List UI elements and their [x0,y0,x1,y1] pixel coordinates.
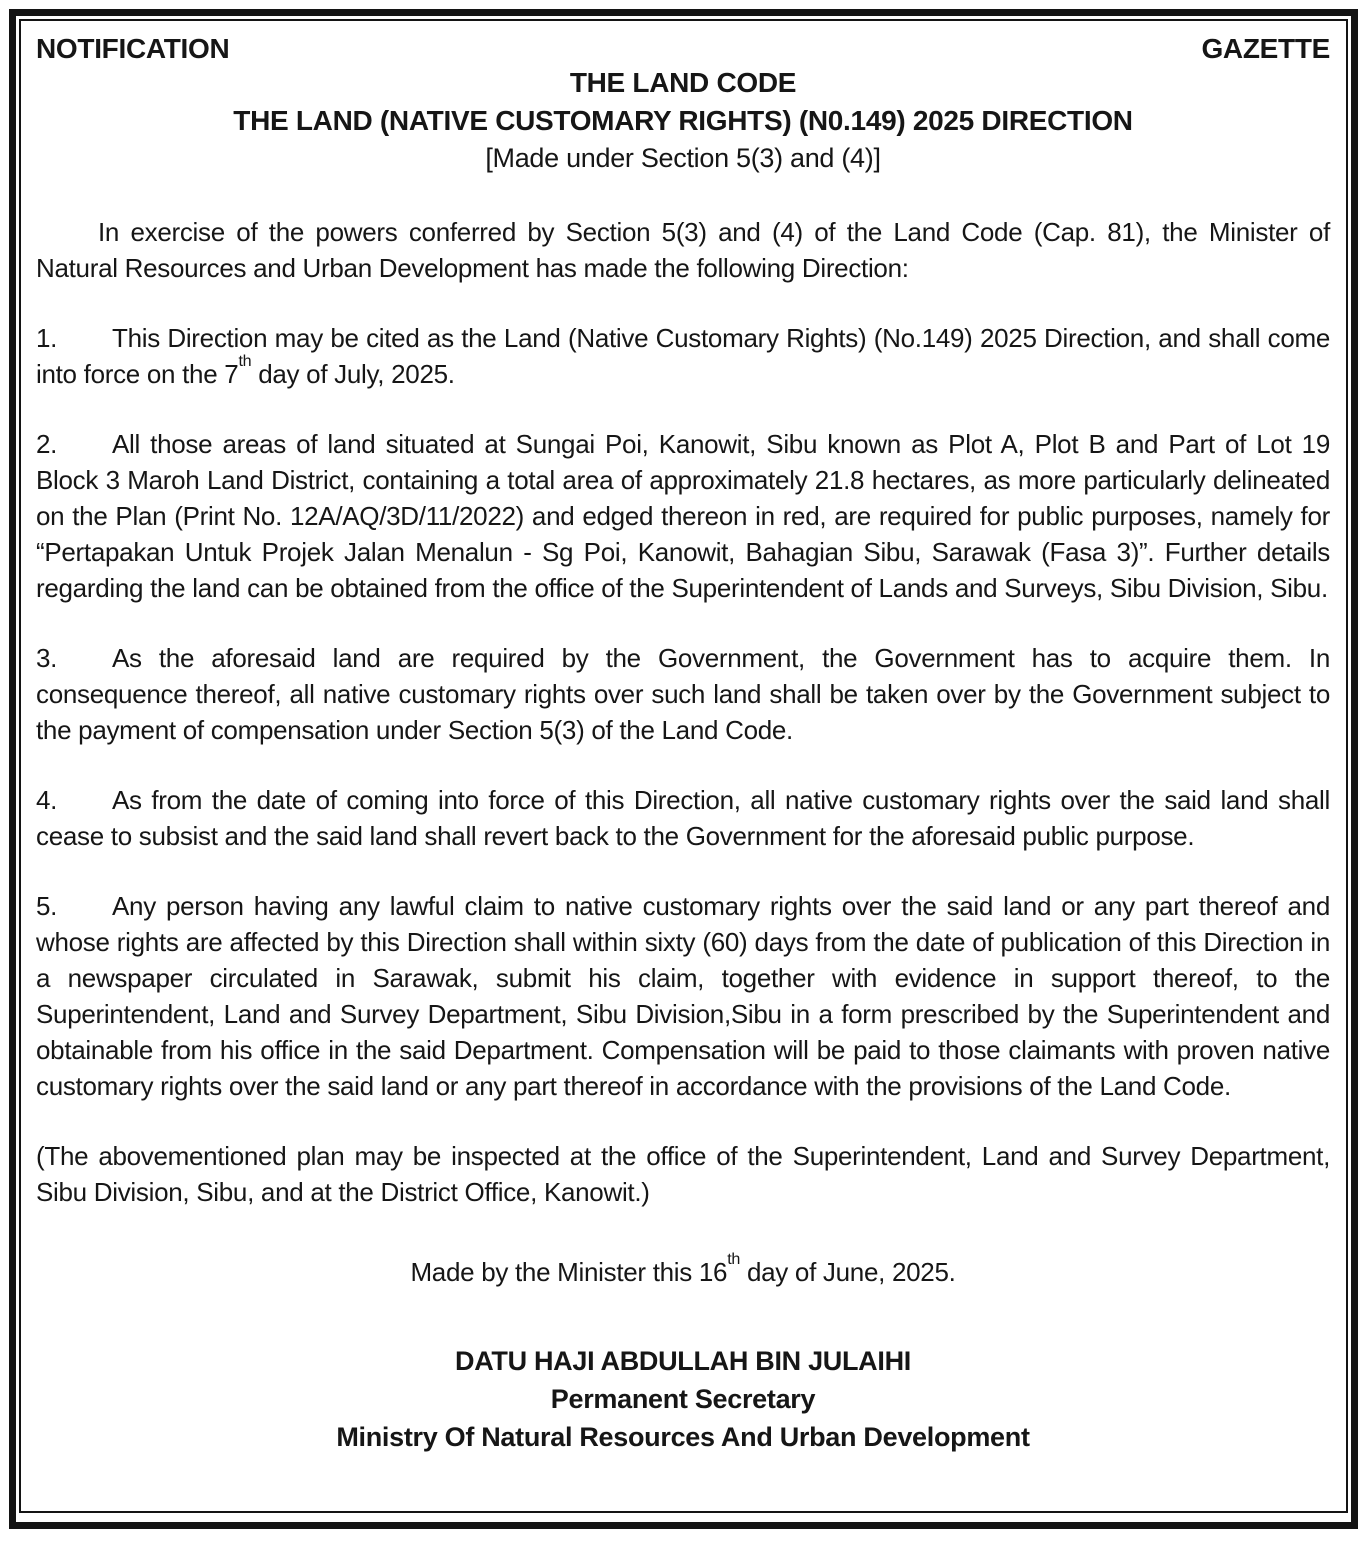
title-direction: THE LAND (NATIVE CUSTOMARY RIGHTS) (N0.149) 2025 DIRECTION [233,105,1133,136]
signatory-name: DATU HAJI ABDULLAH BIN JULAIHI [455,1346,911,1376]
notification-label: NOTIFICATION [36,33,230,64]
gazette-notification-page [0,9,1364,1545]
clause-4 [36,782,1330,854]
clause-4-text: As from the date of coming into force of this Direction, all native customary rights over the said land shall cease to subsist and the said land shall revert back to the Government for the aforesaid public purpose. [36,785,1330,851]
masthead [36,33,1330,65]
clause-1-text-end: day of July, 2025. [251,359,455,389]
clause-3-text: As the aforesaid land are required by the Government, the Government has to acquire them. In consequence thereof, all native customary rights over such land shall be taken over by the Government subject to the payment of compensation under Section 5(3) of the Land Code. [36,643,1330,745]
clause-5-text: Any person having any lawful claim to native customary rights over the said land or any part thereof and whose rights are affected by this Direction shall within sixty (60) days from the date of publication of this Direction in a newspaper circulated in Sarawak, submit his claim, together with evidence in support thereof, to the Superintendent, Land and Survey Department, Sibu Division,Sibu in a form prescribed by the Superintendent and obtainable from his office in the said Department. Compensation will be paid to those claimants with proven native customary rights over the said land or any part thereof in accordance with the provisions of the Land Code. [36,891,1330,1101]
clause-1 [36,320,1330,392]
title-block [36,67,1330,174]
intro-paragraph: In exercise of the powers conferred by Section 5(3) and (4) of the Land Code (Cap. 81), the Minister of Natural Resources and Urban Development has made the following Direction: [36,217,1330,283]
outer-border-frame [9,9,1358,1529]
clause-1-text: This Direction may be cited as the Land (Native Customary Rights) (No.149) 2025 Direction, and shall come into force on the 7 [36,323,1330,389]
title-made-under-section: [Made under Section 5(3) and (4)] [485,143,881,173]
signatory-ministry: Ministry Of Natural Resources And Urban Development [336,1422,1030,1452]
clause-1-ordinal-superscript: th [238,352,252,371]
clause-1-number: 1. [36,323,58,353]
made-line-text-end: day of June, 2025. [740,1257,956,1287]
made-line-ordinal-superscript: th [727,1250,741,1269]
gazette-label: GAZETTE [1201,33,1330,64]
clause-2 [36,426,1330,606]
clause-3 [36,640,1330,748]
clause-2-text: All those areas of land situated at Sungai Poi, Kanowit, Sibu known as Plot A, Plot B and Part of Lot 19 Block 3 Maroh Land District, containing a total area of approximately 21.8 hectares, as more particularly delineated on the Plan (Print No. 12A/AQ/3D/11/2022) and edged thereon in red, are required for public purposes, namely for “Pertapakan Untuk Projek Jalan Menalun - Sg Poi, Kanowit, Bahagian Sibu, Sarawak (Fasa 3)”. Further details regarding the land can be obtained from the office of the Superintendent of Lands and Surveys, Sibu Division, Sibu. [36,429,1330,603]
plan-inspection-note: (The abovementioned plan may be inspected at the office of the Superintendent, Land and Survey Department, Sibu Division, Sibu, and at the District Office, Kanowit.) [36,1141,1330,1207]
made-line-text: Made by the Minister this 16 [410,1257,728,1287]
clause-3-number: 3. [36,643,58,673]
clause-4-number: 4. [36,785,58,815]
inner-border-frame [19,19,1348,1513]
clause-5-number: 5. [36,891,58,921]
signatory-title: Permanent Secretary [550,1384,816,1414]
made-by-minister-line [36,1250,1330,1290]
title-land-code: THE LAND CODE [569,67,797,98]
clause-5 [36,888,1330,1104]
clause-2-number: 2. [36,429,58,459]
signature-block [36,1342,1330,1456]
